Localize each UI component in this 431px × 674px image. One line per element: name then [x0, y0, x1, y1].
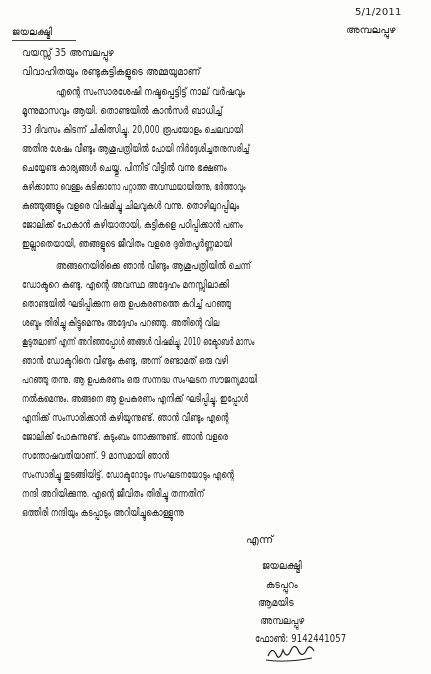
letter-line: ജോലിക്ക് പോകുന്നുണ്ട്. കുടുംബം നോക്കുന്നുണ്ട്. ഞാൻ വളരെ — [22, 431, 228, 443]
letter-place: അമ്പലപ്പുഴ — [346, 25, 396, 36]
letter-line: അങ്ങനെയിരിക്കെ ഞാൻ വീണ്ടും ആശുപത്രിയിൽ ചെന്ന് — [56, 260, 251, 272]
letter-line: സന്തോഷവതിയാണ്. 9 മാസമായി ഞാൻ — [22, 450, 170, 462]
letter-line: ഒത്തിരി നന്ദിയും കടപ്പാടും അറിയിച്ചുകൊള്ളുന്നു — [22, 507, 184, 519]
letter-line: കൂടുതലാണ് എന്ന് അറിഞ്ഞപ്പോൾ ഞങ്ങൾ വിഷമിച്ചു. 2010 ഒക്ടോബർ മാസം — [22, 336, 255, 348]
letter-line: കഴിക്കാനോ വെള്ളം കുടിക്കാനോ പറ്റാത്ത അവസ്ഥയായിരുന്നു, ഭർത്താവും — [22, 181, 246, 193]
letter-date: 5/1/2011 — [355, 7, 402, 18]
letter-line: കുഞ്ഞുങ്ങളും വളരെ വിഷമിച്ചു ചിലവുകൾ വന്നു. തൊഴിലുറപ്പിലും — [22, 200, 240, 212]
letter-line: എന്റെ സംസാരശേഷി നഷ്ടപ്പെട്ടിട്ട് നാല് വർഷവും — [56, 86, 246, 98]
letter-line: വയസ്സ് 35 അമ്പലപ്പുഴ — [22, 47, 114, 59]
letter-line: നന്ദി അറിയിക്കുന്നു. എന്റെ ജീവിതം തിരിച്ചു തന്നതിന് — [22, 488, 205, 500]
letter-closing: എന്ന് — [246, 534, 274, 546]
signature-address-line: ആമയിട — [258, 597, 294, 609]
letter-line: ചെയ്യേണ്ട കാര്യങ്ങൾ ചെയ്തു. പിന്നീട് വീട്ടിൽ വന്നു ഭക്ഷണം — [22, 162, 227, 174]
letter-line: മൂന്നുമാസവും ആയി. തൊണ്ടയിൽ കാൻസർ ബാധിച്ച് — [22, 105, 223, 117]
letter-line: ജോലിക്ക് പോകാൻ കഴിയാതായി, കുട്ടികളെ പഠിപ്പിക്കാൻ പണം — [22, 219, 243, 231]
letter-line: നൽകുമെന്നും. അങ്ങനെ ആ ഉപകരണം എനിക്ക് ഘടിപ്പിച്ചു. ഇപ്പോൾ — [22, 393, 249, 405]
signature-phone: ഫോൺ: 9142441057 — [255, 633, 347, 645]
signature-address-line: അമ്പലപ്പുഴ — [260, 615, 305, 627]
letter-line: ശബ്ദം തിരിച്ചു കിട്ടുമെന്നും അദ്ദേഹം പറഞ്ഞു. അതിന്റെ വില — [22, 317, 220, 329]
letter-line: അതിനു ശേഷം വീണ്ടും ആശുപത്രിയിൽ പോയി നിർദ്ദേശിച്ചതനുസരിച്ച് — [22, 143, 250, 155]
letter-line: ഞാൻ ഡോക്ടറിനെ വീണ്ടും കണ്ടു, അന്ന് രണ്ടാമത് ഒരു വഴി — [22, 355, 229, 367]
sender-name-header: ജയലക്ഷ്മി — [12, 27, 53, 38]
signature-name: ജയലക്ഷ്മി — [262, 560, 302, 572]
letter-line: തൊണ്ടയിൽ ഘടിപ്പിക്കുന്ന ഒരു ഉപകരണത്തെ കുറിച്ച് പറഞ്ഞു — [22, 298, 232, 310]
letter-line: 33 ദിവസം കിടന്ന് ചികിത്സിച്ചു. 20,000 രൂപയോളം ചെലവായി — [22, 124, 243, 136]
letter-line: സംസാരിച്ചു തുടങ്ങിയിട്ട്. ഡോക്ടറോടും സംഘടനയോടും എന്റെ — [22, 469, 235, 481]
letter-line: ഡോക്ടറെ കണ്ടു. എന്റെ അവസ്ഥ അദ്ദേഹം മനസ്സിലാക്കി — [22, 279, 230, 291]
letter-line: എനിക്ക് സംസാരിക്കാൻ കഴിയുന്നുണ്ട്. ഞാൻ വീണ്ടും എന്റെ — [22, 412, 229, 424]
signature-address-line: കടപ്പുറം — [266, 579, 298, 591]
letter-line: ഇല്ലാതെയായി, ഞങ്ങളുടെ ജീവിതം വളരെ ദുരിതപൂർണ്ണമായി — [22, 238, 233, 250]
letter-line: വിവാഹിതയും രണ്ടുകുട്ടികളുടെ അമ്മയുമാണ് — [22, 66, 201, 78]
letter-line: പറഞ്ഞു തന്നു. ആ ഉപകരണം ഒരു സന്നദ്ധ സംഘടന സൗജന്യമായി — [22, 374, 258, 386]
